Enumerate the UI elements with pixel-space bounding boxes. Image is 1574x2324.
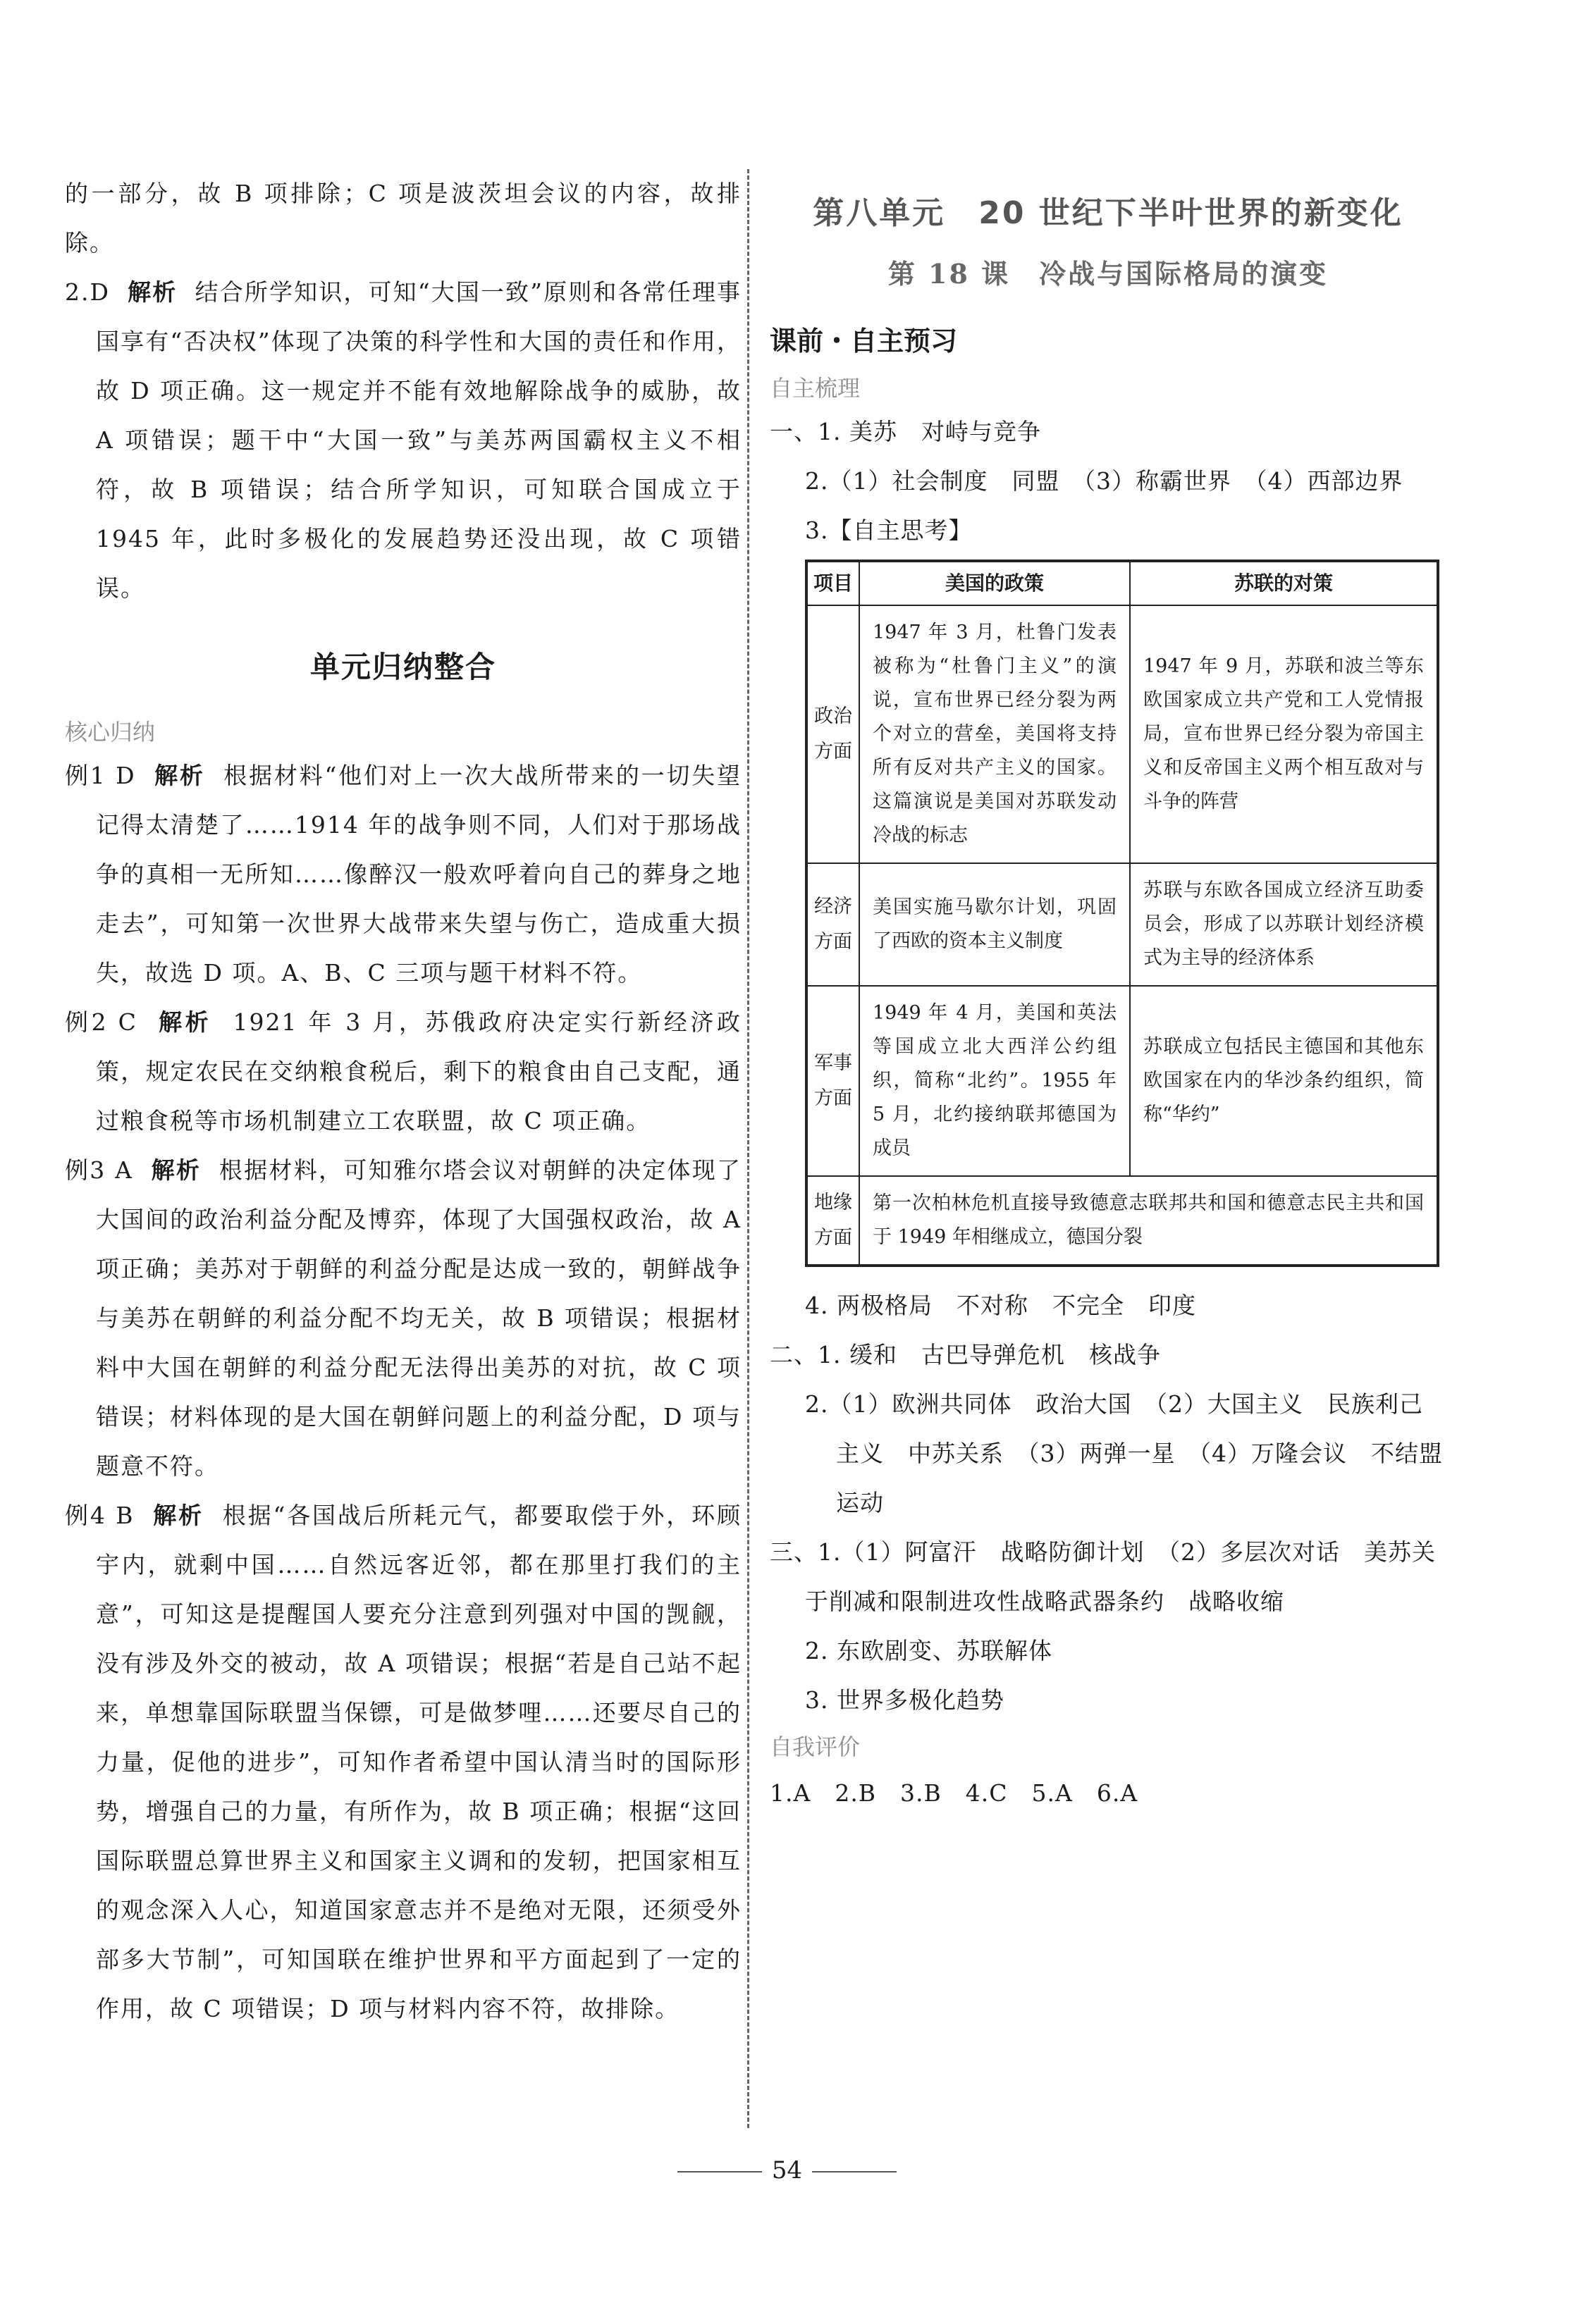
row-label: 军事方面: [806, 986, 859, 1176]
analysis-tag: 解析: [154, 762, 205, 789]
unit-title: 第八单元 20 世纪下半叶世界的新变化: [813, 195, 1403, 231]
example-number: 例2 C: [65, 1008, 137, 1036]
analysis-tag: 解析: [151, 1156, 202, 1184]
lesson-title: 第 18 课 冷战与国际格局的演变: [887, 258, 1329, 290]
merged-cell: 第一次柏林危机直接导致德意志联邦共和国和德意志民主共和国于 1949 年相继成立，德国分裂: [859, 1176, 1438, 1266]
row-label: 经济方面: [806, 863, 859, 986]
row-label: 地缘方面: [806, 1176, 859, 1266]
answer-text: 结合所学知识，可知“大国一致”原则和各常任理事国享有“否决权”体现了决策的科学性和大国的责任和作用，故 D 项正确。这一规定并不能有效地解除战争的威胁，故 A 项错误；题干中“大国一致”与美苏两国霸权主义不相符，故 B 项错误；结合所学知识，可知联合国成立于 1945 年，此时多极化的发展趋势还没出现，故 C 项错误。: [96, 278, 742, 602]
answer-iii3: 3. 世界多极化趋势: [805, 1686, 1004, 1714]
analysis-tag: 解析: [159, 1008, 212, 1036]
example-number: 例1 D: [65, 762, 136, 789]
core-summary-label: 核心归纳: [65, 719, 156, 746]
footer-line-left: [677, 2171, 762, 2172]
column-divider: [747, 169, 749, 2128]
answer-i1: 一、1. 美苏 对峙与竞争: [770, 418, 1041, 445]
preview-heading: 课前・自主预习: [770, 326, 958, 357]
example-text: 根据材料，可知雅尔塔会议对朝鲜的决定体现了大国间的政治利益分配及博弈，体现了大国强权政治，故 A 项正确；美苏对于朝鲜的利益分配是达成一致的，朝鲜战争与美苏在朝鲜的利益分配不均无关，故 B 项错误；根据材料中大国在朝鲜的利益分配无法得出美苏的对抗，故 C 项错误；材料体现的是大国在朝鲜问题上的利益分配，D 项与题意不符。: [96, 1156, 742, 1480]
example-1: [65, 751, 742, 998]
self-sort-label: 自主梳理: [770, 375, 861, 402]
answer-i3: 3.【自主思考】: [805, 517, 973, 544]
us-policy-cell: 1947 年 3 月，杜鲁门发表被称为“杜鲁门主义”的演说，宣布世界已经分裂为两个对立的营垒，美国将支持所有反对共产主义的国家。这篇演说是美国对苏联发动冷战的标志: [859, 605, 1130, 863]
us-policy-cell: 1949 年 4 月，美国和英法等国成立北大西洋公约组织，简称“北约”。1955 年 5 月，北约接纳联邦德国为成员: [859, 986, 1130, 1176]
table-header: 项目: [806, 561, 859, 605]
answer-number: 2.D: [65, 278, 110, 306]
table-header-row: [806, 561, 1438, 605]
section-title: 单元归纳整合: [309, 650, 496, 684]
self-eval-label: 自我评价: [770, 1733, 861, 1760]
continued-paragraph: 的一部分，故 B 项排除；C 项是波茨坦会议的内容，故排除。: [65, 180, 742, 256]
ussr-policy-cell: 苏联与东欧各国成立经济互助委员会，形成了以苏联计划经济模式为主导的经济体系: [1130, 863, 1438, 986]
example-3: [65, 1146, 742, 1491]
table-header: 美国的政策: [859, 561, 1130, 605]
answer-ii2: 2.（1）欧洲共同体 政治大国 （2）大国主义 民族利己主义 中苏关系 （3）两弹一星 （4）万隆会议 不结盟运动: [805, 1390, 1443, 1516]
answer-iii1: 三、1.（1）阿富汗 战略防御计划 （2）多层次对话 美苏关于削减和限制进攻性战略武器条约 战略收缩: [770, 1538, 1436, 1615]
footer-line-right: [812, 2171, 897, 2172]
example-2: [65, 998, 742, 1146]
left-column: [65, 169, 742, 2034]
analysis-tag: 解析: [153, 1502, 204, 1529]
answer-i4: 4. 两极格局 不对称 不完全 印度: [805, 1292, 1196, 1319]
example-number: 例3 A: [65, 1156, 133, 1184]
table-row: [806, 605, 1438, 863]
row-label: 政治方面: [806, 605, 859, 863]
example-text: 根据“各国战后所耗元气，都要取偿于外，环顾宇内，就剩中国……自然远客近邻，都在那里打我们的主意”，可知这是提醒国人要充分注意到列强对中国的觊觎，没有涉及外交的被动，故 A 项错误；根据“若是自己站不起来，单想靠国际联盟当保镖，可是做梦哩……还要尽自己的力量，促他的进步”，可知作者希望中国认清当时的国际形势，增强自己的力量，有所作为，故 B 项正确；根据“这回国际联盟总算世界主义和国家主义调和的发轫，把国家相互的观念深入人心，知道国家意志并不是绝对无限，还须受外部多大节制”，可知国联在维护世界和平方面起到了一定的作用，故 C 项错误；D 项与材料内容不符，故排除。: [96, 1502, 742, 2022]
answer-i2: 2.（1）社会制度 同盟 （3）称霸世界 （4）西部边界: [805, 467, 1403, 495]
page-number: 54: [771, 2156, 803, 2184]
policy-table: [805, 560, 1439, 1267]
answer-iii2: 2. 东欧剧变、苏联解体: [805, 1637, 1052, 1664]
example-text: 1921 年 3 月，苏俄政府决定实行新经济政策，规定农民在交纳粮食税后，剩下的粮食由自己支配，通过粮食税等市场机制建立工农联盟，故 C 项正确。: [96, 1008, 742, 1135]
analysis-tag: 解析: [128, 278, 178, 306]
answer-q2: [65, 268, 742, 613]
table-row: [806, 986, 1438, 1176]
us-policy-cell: 美国实施马歇尔计划，巩固了西欧的资本主义制度: [859, 863, 1130, 986]
right-column: [770, 169, 1446, 1818]
example-number: 例4 B: [65, 1502, 135, 1529]
self-eval-answers: 1.A 2.B 3.B 4.C 5.A 6.A: [770, 1779, 1138, 1807]
example-4: [65, 1491, 742, 2034]
table-row: [806, 1176, 1438, 1266]
answer-ii1: 二、1. 缓和 古巴导弹危机 核战争: [770, 1341, 1161, 1368]
ussr-policy-cell: 苏联成立包括民主德国和其他东欧国家在内的华沙条约组织，简称“华约”: [1130, 986, 1438, 1176]
table-header: 苏联的对策: [1130, 561, 1438, 605]
example-text: 根据材料“他们对上一次大战所带来的一切失望记得太清楚了……1914 年的战争则不同，人们对于那场战争的真相一无所知……像醉汉一般欢呼着向自己的葬身之地走去”，可知第一次世界大战带来失望与伤亡，造成重大损失，故选 D 项。A、B、C 三项与题干材料不符。: [96, 762, 742, 987]
page-number-footer: [0, 2156, 1574, 2184]
table-row: [806, 863, 1438, 986]
ussr-policy-cell: 1947 年 9 月，苏联和波兰等东欧国家成立共产党和工人党情报局，宣布世界已经分裂为帝国主义和反帝国主义两个相互敌对与斗争的阵营: [1130, 605, 1438, 863]
